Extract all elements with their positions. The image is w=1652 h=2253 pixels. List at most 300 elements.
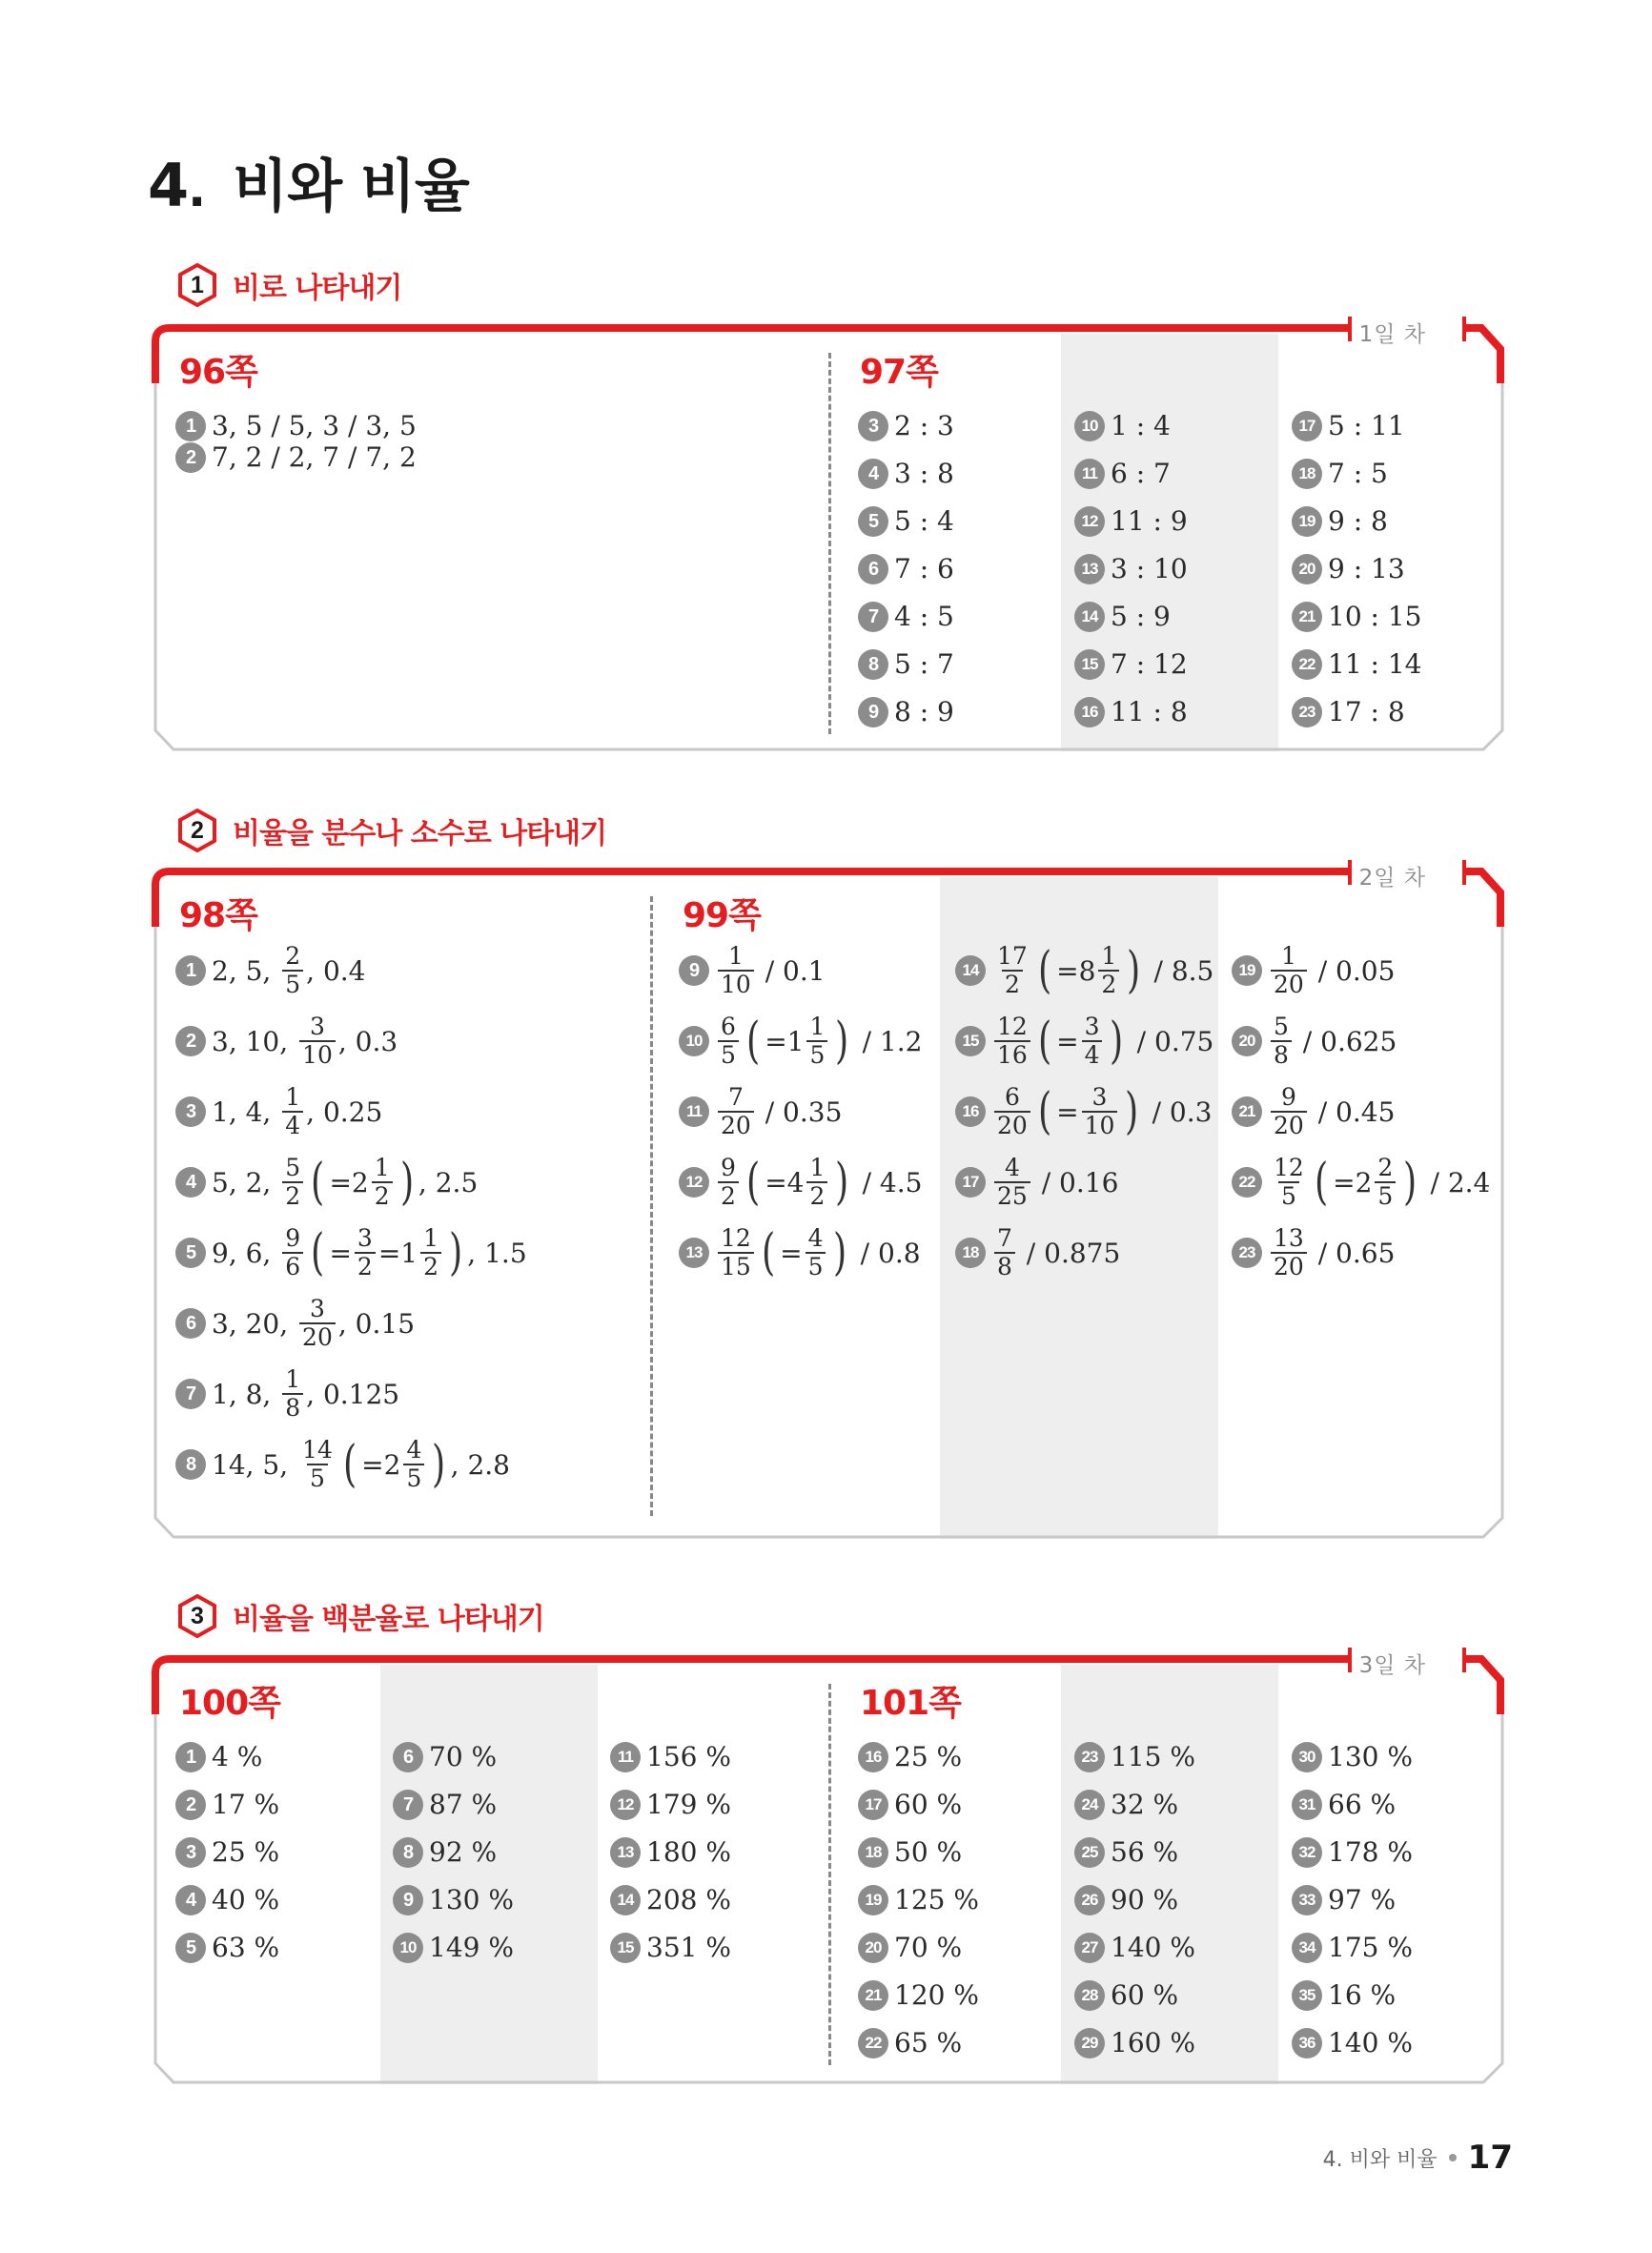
fraction	[282, 1085, 303, 1139]
answer-text: =2	[1333, 1166, 1373, 1198]
answer-item	[1074, 2027, 1195, 2058]
fraction-numerator: 2	[285, 942, 301, 970]
fraction	[1375, 1156, 1396, 1210]
fraction	[1271, 1156, 1307, 1210]
answer-item	[175, 944, 365, 998]
fraction-numerator: 1	[1280, 942, 1296, 970]
fraction-denominator: 16	[994, 1040, 1030, 1068]
question-number-badge: 36	[1292, 2028, 1322, 2058]
answer-text: 92 %	[429, 1836, 498, 1868]
fraction-denominator: 2	[1098, 970, 1119, 997]
question-number-badge: 10	[679, 1026, 709, 1056]
question-number-badge: 2	[175, 1790, 206, 1820]
answer-text: / 1.2	[853, 1025, 923, 1057]
parenthesis: )	[449, 1224, 463, 1282]
answer-item	[1074, 553, 1188, 584]
answer-text: =2	[361, 1448, 401, 1481]
answer-text: 1 : 4	[1111, 410, 1171, 441]
answer-item	[858, 601, 954, 632]
question-number-badge: 15	[1074, 649, 1105, 680]
fraction-numerator: 7	[997, 1224, 1012, 1252]
fraction-numerator: 9	[721, 1154, 736, 1181]
answer-item	[858, 2027, 962, 2058]
fraction-numerator: 5	[285, 1154, 301, 1181]
answer-item	[858, 1979, 979, 2011]
answer-text: 60 %	[1111, 1979, 1179, 2011]
chapter-number: 4	[148, 151, 188, 220]
fraction-numerator: 12	[997, 1013, 1028, 1040]
fraction-numerator: 3	[357, 1224, 373, 1252]
fraction	[1271, 1085, 1307, 1139]
question-number-badge: 9	[393, 1885, 423, 1915]
answer-text: 7 : 12	[1111, 648, 1188, 680]
fraction-denominator: 10	[718, 970, 754, 997]
parenthesis: (	[342, 1436, 357, 1494]
fraction	[299, 1297, 336, 1351]
answer-item	[679, 1014, 922, 1069]
answer-item	[1292, 553, 1405, 584]
answer-text: 97 %	[1328, 1884, 1397, 1915]
fraction	[1271, 944, 1307, 998]
fraction-denominator: 25	[994, 1181, 1030, 1209]
answer-text: 140 %	[1111, 1932, 1195, 1963]
question-number-badge: 2	[175, 442, 206, 473]
study-day-label: 1일 차	[1358, 322, 1426, 347]
answer-item	[1074, 696, 1188, 727]
fraction-denominator: 8	[282, 1393, 303, 1421]
question-number-badge: 10	[393, 1933, 423, 1963]
fraction-numerator: 6	[1004, 1083, 1020, 1111]
fraction-numerator: 17	[997, 942, 1028, 970]
fraction	[1271, 1014, 1292, 1069]
fraction-numerator: 13	[1274, 1224, 1304, 1252]
answer-text: 1, 8,	[212, 1378, 280, 1410]
fraction-denominator: 2	[282, 1181, 303, 1209]
fraction	[806, 1156, 827, 1210]
question-number-badge: 3	[858, 411, 888, 441]
question-number-badge: 21	[1292, 602, 1322, 632]
answer-text: 65 %	[894, 2027, 963, 2058]
answer-text: =	[1056, 1025, 1079, 1057]
answer-text: 7 : 6	[894, 553, 954, 584]
question-number-badge: 16	[955, 1096, 986, 1127]
answer-item	[858, 1932, 962, 1963]
answer-text: 7, 2 / 2, 7 / 7, 2	[212, 441, 417, 473]
answer-text: 3 : 8	[894, 458, 954, 489]
fraction-denominator: 8	[994, 1252, 1015, 1280]
answer-text: / 0.35	[756, 1096, 843, 1128]
fraction	[718, 1156, 739, 1210]
answer-item	[1074, 1979, 1178, 2011]
question-number-badge: 17	[858, 1790, 888, 1820]
question-number-badge: 5	[175, 1933, 206, 1963]
answer-text: 5 : 4	[894, 505, 954, 537]
answer-item	[1292, 1884, 1396, 1915]
answer-item	[175, 1226, 527, 1280]
question-number-badge: 7	[858, 602, 888, 632]
answer-item	[679, 1156, 922, 1210]
fraction	[718, 1085, 754, 1139]
answer-text: 351 %	[646, 1932, 731, 1963]
parenthesis: )	[1110, 1013, 1124, 1071]
answer-text: 25 %	[894, 1741, 963, 1772]
parenthesis: (	[761, 1224, 776, 1282]
answer-text: 2, 5,	[212, 954, 280, 987]
answer-text: 11 : 8	[1111, 696, 1188, 727]
fraction-numerator: 1	[809, 1154, 826, 1181]
answer-item	[1292, 648, 1422, 680]
answer-text: / 4.5	[853, 1166, 923, 1198]
answer-item	[175, 441, 417, 473]
question-number-badge: 21	[1232, 1096, 1262, 1127]
question-number-badge: 15	[610, 1933, 641, 1963]
answer-text: 125 %	[894, 1884, 979, 1915]
answer-item	[393, 1932, 514, 1963]
fraction	[299, 1014, 336, 1069]
parenthesis: )	[399, 1154, 414, 1212]
parenthesis: (	[1037, 1013, 1052, 1071]
question-number-badge: 8	[175, 1449, 206, 1480]
answer-text: 149 %	[429, 1932, 514, 1963]
section-1-answer-box	[153, 315, 1506, 753]
question-number-badge: 20	[858, 1933, 888, 1963]
answer-item	[1292, 458, 1388, 489]
answer-text: 5 : 11	[1328, 410, 1405, 441]
fraction-denominator: 2	[355, 1252, 376, 1280]
fraction-numerator: 4	[1004, 1154, 1020, 1181]
question-number-badge: 35	[1292, 1980, 1322, 2011]
question-number-badge: 7	[393, 1790, 423, 1820]
answer-text: 16 %	[1328, 1979, 1397, 2011]
section-number: 3	[191, 1603, 204, 1629]
answer-text: , 2.8	[450, 1448, 510, 1481]
section-1-heading	[177, 263, 401, 307]
question-number-badge: 22	[1292, 649, 1322, 680]
answer-item	[1292, 1932, 1413, 1963]
answer-item	[610, 1836, 731, 1868]
answer-item	[858, 553, 954, 584]
answer-text: / 0.875	[1017, 1237, 1121, 1269]
answer-text: 3, 20,	[212, 1307, 297, 1340]
fraction-denominator: 20	[718, 1111, 754, 1138]
study-day-label: 2일 차	[1358, 866, 1426, 891]
fraction-denominator: 2	[372, 1181, 393, 1209]
question-number-badge: 7	[175, 1379, 206, 1409]
answer-text: 156 %	[646, 1741, 731, 1772]
question-number-badge: 12	[679, 1167, 709, 1198]
answer-item	[1292, 1789, 1396, 1820]
answer-text: =1	[377, 1237, 418, 1269]
answer-item	[1292, 410, 1405, 441]
footer-chapter-label: 4. 비와 비율	[1322, 2147, 1438, 2172]
question-number-badge: 22	[1232, 1167, 1262, 1198]
answer-item	[1232, 1226, 1395, 1280]
answer-item	[175, 1297, 415, 1351]
answer-text: 180 %	[646, 1836, 731, 1868]
answer-item	[1074, 601, 1171, 632]
answer-item	[393, 1836, 497, 1868]
answer-item	[955, 944, 1214, 998]
fraction-numerator: 1	[374, 1154, 390, 1181]
answer-text: , 0.15	[337, 1307, 416, 1340]
fraction-denominator: 8	[1271, 1040, 1292, 1068]
answer-item	[858, 1789, 962, 1820]
question-number-badge: 21	[858, 1980, 888, 2011]
answer-text: 60 %	[894, 1789, 963, 1820]
question-number-badge: 13	[1074, 554, 1105, 584]
answer-item	[610, 1932, 731, 1963]
question-number-badge: 8	[858, 649, 888, 680]
page-divider	[650, 896, 653, 1516]
fraction	[806, 1226, 826, 1280]
question-number-badge: 6	[175, 1308, 206, 1339]
answer-item	[1232, 1014, 1397, 1069]
answer-text: 9 : 8	[1328, 505, 1388, 537]
fraction	[372, 1156, 393, 1210]
question-number-badge: 18	[1292, 459, 1322, 489]
answer-item	[1074, 410, 1171, 441]
parenthesis: )	[833, 1224, 847, 1282]
answer-text: 4 %	[212, 1741, 263, 1772]
hexagon-number-badge	[177, 263, 217, 307]
answer-text: =	[329, 1237, 352, 1269]
question-number-badge: 16	[858, 1742, 888, 1772]
question-number-badge: 25	[1074, 1837, 1105, 1868]
answer-item	[610, 1884, 731, 1915]
answer-item	[175, 1836, 279, 1868]
answer-text: 8 : 9	[894, 696, 954, 727]
parenthesis: )	[1403, 1154, 1417, 1212]
fraction-denominator: 10	[299, 1040, 336, 1068]
answer-text: 32 %	[1111, 1789, 1179, 1820]
parenthesis: (	[1037, 942, 1052, 1000]
question-number-badge: 11	[1074, 459, 1105, 489]
fraction	[994, 944, 1030, 998]
fraction-denominator: 20	[1271, 1252, 1307, 1280]
answer-text: 66 %	[1328, 1789, 1397, 1820]
answer-text: 1, 4,	[212, 1096, 280, 1128]
fraction-denominator: 2	[718, 1181, 739, 1209]
answer-text: 10 : 15	[1328, 601, 1422, 632]
answer-text: 208 %	[646, 1884, 731, 1915]
fraction-denominator: 2	[420, 1252, 441, 1280]
question-number-badge: 1	[175, 1742, 206, 1772]
answer-text: 5 : 9	[1111, 601, 1171, 632]
fraction	[1082, 1014, 1103, 1069]
fraction	[718, 1014, 739, 1069]
fraction-denominator: 20	[1271, 970, 1307, 997]
question-number-badge: 18	[955, 1238, 986, 1268]
answer-text: 5 : 7	[894, 648, 954, 680]
answer-item	[1074, 1836, 1178, 1868]
answer-item	[175, 1367, 399, 1422]
fraction	[355, 1226, 376, 1280]
fraction-numerator: 5	[1274, 1013, 1289, 1040]
fraction-numerator: 3	[1084, 1013, 1100, 1040]
answer-text: 6 : 7	[1111, 458, 1171, 489]
answer-item	[175, 1789, 279, 1820]
answer-text: =	[1056, 1096, 1079, 1128]
fraction-denominator: 5	[282, 970, 303, 997]
answer-item	[1074, 1932, 1195, 1963]
section-number: 2	[191, 817, 204, 844]
section-number: 1	[191, 272, 204, 298]
answer-item	[1074, 1884, 1178, 1915]
question-number-badge: 22	[858, 2028, 888, 2058]
fraction	[994, 1085, 1030, 1139]
answer-text: =	[780, 1237, 803, 1269]
study-day-label: 3일 차	[1358, 1653, 1426, 1678]
answer-item	[679, 1226, 921, 1280]
question-number-badge: 19	[1292, 506, 1322, 537]
question-number-badge: 29	[1074, 2028, 1105, 2058]
answer-item	[1232, 1156, 1490, 1210]
answer-item	[1292, 1836, 1413, 1868]
fraction	[994, 1226, 1015, 1280]
fraction-numerator: 4	[406, 1436, 422, 1464]
answer-item	[175, 1932, 279, 1963]
fraction-numerator: 1	[727, 942, 744, 970]
answer-item	[1074, 1741, 1195, 1772]
answer-item	[858, 458, 954, 489]
question-number-badge: 5	[858, 506, 888, 537]
parenthesis: (	[745, 1154, 761, 1212]
answer-item	[1232, 944, 1395, 998]
fraction-numerator: 12	[1274, 1154, 1304, 1181]
page-divider	[828, 1684, 831, 2065]
answer-text: / 0.8	[851, 1237, 921, 1269]
answer-item	[175, 1156, 478, 1210]
question-number-badge: 20	[1292, 554, 1322, 584]
fraction-numerator: 1	[1101, 942, 1117, 970]
fraction	[806, 1014, 827, 1069]
hexagon-number-badge	[177, 809, 217, 852]
answer-text: , 0.4	[306, 954, 366, 987]
answer-item	[858, 1741, 962, 1772]
fraction-numerator: 3	[310, 1013, 325, 1040]
fraction-denominator: 2	[1002, 970, 1023, 997]
question-number-badge: 30	[1292, 1742, 1322, 1772]
parenthesis: (	[1037, 1083, 1052, 1141]
chapter-dot: .	[188, 162, 207, 217]
parenthesis: )	[1125, 1083, 1139, 1141]
fraction-numerator: 7	[727, 1083, 744, 1111]
answer-text: 17 : 8	[1328, 696, 1405, 727]
fraction	[403, 1438, 424, 1492]
question-number-badge: 19	[1232, 955, 1262, 986]
answer-item	[175, 410, 417, 441]
page-label-left: 96쪽	[179, 353, 257, 392]
fraction-denominator: 5	[307, 1464, 328, 1491]
fraction-denominator: 20	[994, 1111, 1030, 1138]
answer-text: 40 %	[212, 1884, 280, 1915]
question-number-badge: 6	[858, 554, 888, 584]
fraction-numerator: 9	[1280, 1083, 1296, 1111]
answer-item	[858, 1836, 962, 1868]
question-number-badge: 33	[1292, 1885, 1322, 1915]
fraction	[282, 1367, 303, 1422]
answer-item	[393, 1884, 514, 1915]
question-number-badge: 27	[1074, 1933, 1105, 1963]
answer-item	[1074, 505, 1188, 537]
fraction-numerator: 6	[721, 1013, 736, 1040]
question-number-badge: 12	[610, 1790, 641, 1820]
answer-text: , 0.3	[337, 1025, 398, 1057]
question-number-badge: 28	[1074, 1980, 1105, 2011]
answer-text: 70 %	[894, 1932, 963, 1963]
question-number-badge: 4	[175, 1885, 206, 1915]
fraction-denominator: 15	[718, 1252, 754, 1280]
answer-item	[175, 1884, 279, 1915]
answer-text: / 0.45	[1309, 1096, 1396, 1128]
question-number-badge: 24	[1074, 1790, 1105, 1820]
question-number-badge: 6	[393, 1742, 423, 1772]
fraction-denominator: 20	[1271, 1111, 1307, 1138]
answer-text: 63 %	[212, 1932, 280, 1963]
answer-item	[1292, 601, 1422, 632]
question-number-badge: 3	[175, 1837, 206, 1868]
answer-text: , 2.5	[418, 1166, 479, 1198]
page-label-right: 101쪽	[860, 1684, 961, 1723]
chapter-heading	[148, 141, 469, 223]
fraction	[1082, 1085, 1118, 1139]
answer-item	[858, 696, 954, 727]
fraction-numerator: 1	[809, 1013, 826, 1040]
answer-item	[1074, 648, 1188, 680]
question-number-badge: 17	[1292, 411, 1322, 441]
fraction	[299, 1438, 336, 1492]
fraction	[1098, 944, 1119, 998]
answer-text: 9 : 13	[1328, 553, 1405, 584]
fraction-denominator: 6	[282, 1252, 303, 1280]
answer-text: / 0.1	[756, 954, 826, 987]
question-number-badge: 14	[1074, 602, 1105, 632]
answer-item	[393, 1789, 497, 1820]
answer-item	[1292, 1979, 1396, 2011]
answer-text: =2	[329, 1166, 369, 1198]
answer-text: 17 %	[212, 1789, 280, 1820]
question-number-badge: 14	[955, 955, 986, 986]
answer-text: / 8.5	[1145, 954, 1214, 987]
fraction-denominator: 5	[1375, 1181, 1396, 1209]
fraction-denominator: 5	[403, 1464, 424, 1491]
question-number-badge: 19	[858, 1885, 888, 1915]
fraction-denominator: 4	[282, 1111, 303, 1138]
fraction	[420, 1226, 441, 1280]
question-number-badge: 34	[1292, 1933, 1322, 1963]
answer-text: 11 : 9	[1111, 505, 1188, 537]
answer-item	[610, 1789, 731, 1820]
fraction	[994, 1014, 1030, 1069]
answer-text: / 0.75	[1128, 1025, 1214, 1057]
question-number-badge: 12	[1074, 506, 1105, 537]
question-number-badge: 17	[955, 1167, 986, 1198]
answer-text: 120 %	[894, 1979, 979, 2011]
chapter-title: 비와 비율	[233, 154, 469, 220]
section-title: 비율을 분수나 소수로 나타내기	[233, 817, 607, 850]
fraction-numerator: 14	[302, 1436, 333, 1464]
fraction-denominator: 5	[718, 1040, 739, 1068]
question-number-badge: 15	[955, 1026, 986, 1056]
parenthesis: )	[835, 1013, 849, 1071]
answer-text: 3, 5 / 5, 3 / 3, 5	[212, 410, 417, 441]
question-number-badge: 23	[1232, 1238, 1262, 1268]
question-number-badge: 18	[858, 1837, 888, 1868]
answer-text: 90 %	[1111, 1884, 1179, 1915]
answer-text: 14, 5,	[212, 1448, 297, 1481]
answer-text: =4	[765, 1166, 805, 1198]
parenthesis: (	[745, 1013, 761, 1071]
